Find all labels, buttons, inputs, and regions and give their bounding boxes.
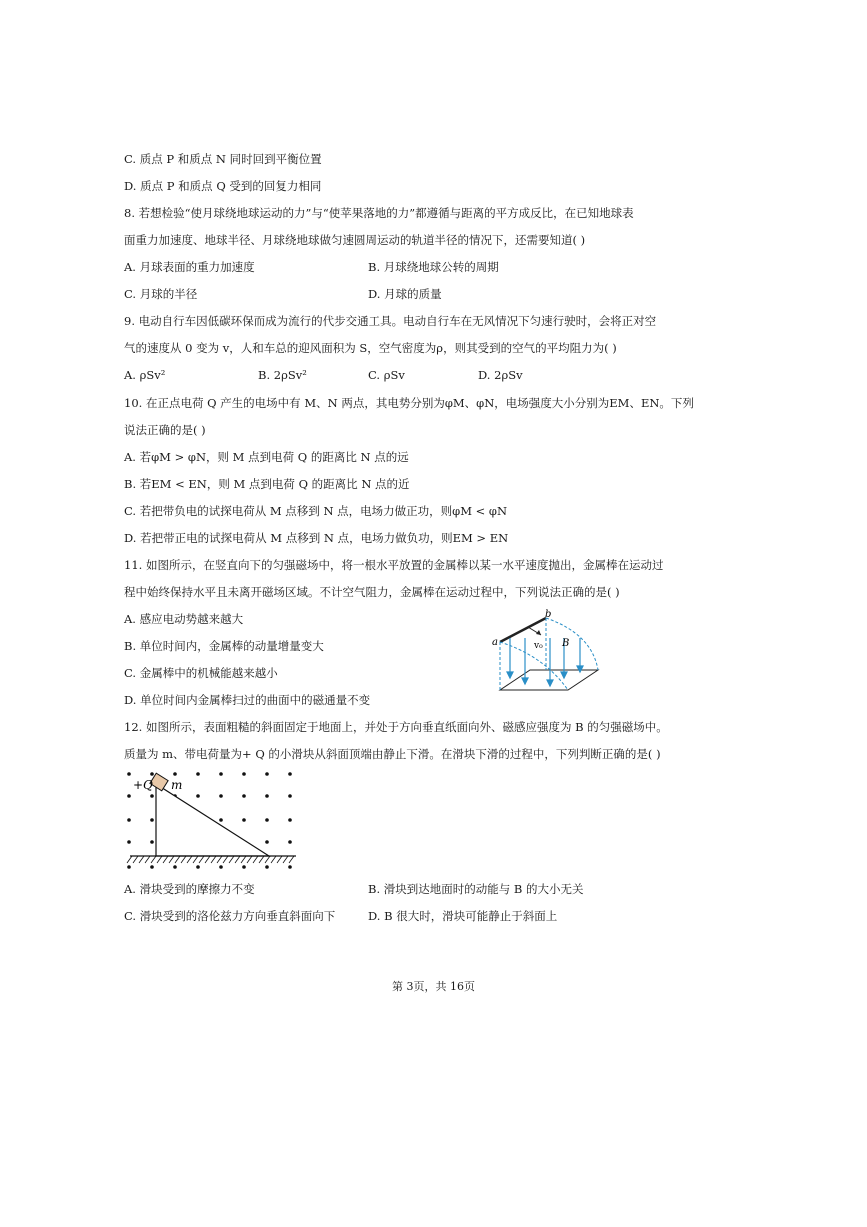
incline [156,784,269,856]
q8-stem-line1: 8. 若想检验“使月球绕地球运动的力”与“使苹果落地的力”都遵循与距离的平方成反比，在已知地球表 [124,206,634,220]
hatch-line [145,856,150,863]
field-dot [288,794,292,798]
hatch-line [139,856,144,863]
field-dot [219,818,223,822]
field-dot [127,840,131,844]
field-dot [127,794,131,798]
hatch-line [157,856,162,863]
q12-option-a: A. 滑块受到的摩擦力不变 [124,882,255,896]
q8-option-a: A. 月球表面的重力加速度 [124,260,255,274]
page-footer: 第 3页，共 16页 [392,980,475,993]
q12-incline-figure [124,768,300,872]
hatch-line [283,856,288,863]
label-plus-q: +Q [133,778,153,792]
q10-option-b: B. 若EM < EN，则 M 点到电荷 Q 的距离比 N 点的近 [124,477,410,491]
hatch-line [229,856,234,863]
hatch-line [253,856,258,863]
hatch-line [133,856,138,863]
hatch-line [181,856,186,863]
hatch-line [163,856,168,863]
hatch-line [277,856,282,863]
q9-stem-line2: 气的速度从 0 变为 v，人和车总的迎风面积为 S，空气密度为ρ，则其受到的空气的平均阻力为( ) [124,341,617,355]
q11-stem-line2: 程中始终保持水平且未离开磁场区域。不计空气阻力，金属棒在运动过程中，下列说法正确的是( ) [124,585,620,599]
label-m: m [171,778,183,792]
field-dot [242,865,246,869]
field-dot [173,865,177,869]
hatch-line [205,856,210,863]
field-dot [219,794,223,798]
label-v0: v₀ [534,641,543,651]
field-dot [242,818,246,822]
hatch-line [175,856,180,863]
q11-option-d: D. 单位时间内金属棒扫过的曲面中的磁通量不变 [124,693,371,707]
field-dot [288,840,292,844]
field-dot [288,772,292,776]
q9-option-a: A. ρSv² [124,368,166,382]
hatch-line [247,856,252,863]
q12-option-c: C. 滑块受到的洛伦兹力方向垂直斜面向下 [124,909,336,923]
q9-option-d: D. 2ρSv [478,368,523,382]
q12-option-d: D. B 很大时，滑块可能静止于斜面上 [368,909,558,923]
field-dot [242,794,246,798]
hatch-line [271,856,276,863]
q11-stem-line1: 11. 如图所示，在竖直向下的匀强磁场中，将一根水平放置的金属棒以某一水平速度抛出，金属棒在运动过 [124,558,664,572]
q7-option-c: C. 质点 P 和质点 N 同时回到平衡位置 [124,152,322,166]
metal-rod [500,618,546,642]
q10-option-c: C. 若把带负电的试探电荷从 M 点移到 N 点，电场力做正功，则φM < φN [124,504,508,518]
q9-option-c: C. ρSv [368,368,405,382]
field-dot [219,865,223,869]
field-dot [150,772,154,776]
field-dot [127,865,131,869]
hatch-line [265,856,270,863]
hatch-line [127,856,132,863]
q12-option-b: B. 滑块到达地面时的动能与 B 的大小无关 [368,882,584,896]
hatch-line [241,856,246,863]
q11-option-a: A. 感应电动势越来越大 [124,612,244,626]
field-dot [196,794,200,798]
label-b: b [545,609,552,620]
field-dot [150,865,154,869]
hatch-line [211,856,216,863]
trajectory-arc [546,618,598,670]
q11-option-c: C. 金属棒中的机械能越来越小 [124,666,278,680]
q8-stem-line2: 面重力加速度、地球半径、月球绕地球做匀速圆周运动的轨道半径的情况下，还需要知道( ) [124,233,586,247]
field-dot [196,772,200,776]
q7-option-d: D. 质点 P 和质点 Q 受到的回复力相同 [124,179,322,193]
hatch-line [199,856,204,863]
hatch-line [217,856,222,863]
field-arrows [507,638,583,686]
field-dot [150,840,154,844]
label-a: a [492,637,498,648]
field-dot [173,772,177,776]
q9-stem-line1: 9. 电动自行车因低碳环保而成为流行的代步交通工具。电动自行车在无风情况下匀速行驶时，会将正对空 [124,314,657,328]
field-dot [288,865,292,869]
q11-magnetic-field-figure [488,608,608,708]
field-dot [265,818,269,822]
field-dot [150,818,154,822]
field-dot [127,772,131,776]
ground-hatching [127,856,294,863]
q8-option-d: D. 月球的质量 [368,287,442,301]
field-dot [196,865,200,869]
q10-stem-line2: 说法正确的是( ) [124,423,206,437]
field-dot [219,772,223,776]
field-dot [288,818,292,822]
hatch-line [235,856,240,863]
q8-option-b: B. 月球绕地球公转的周期 [368,260,499,274]
hatch-line [193,856,198,863]
hatch-line [151,856,156,863]
hatch-line [289,856,294,863]
field-dot [265,772,269,776]
q12-stem-line2: 质量为 m、带电荷量为+ Q 的小滑块从斜面顶端由静止下滑。在滑块下滑的过程中，下列判断正确的是( ) [124,747,661,761]
field-dot [150,794,154,798]
field-dot [242,772,246,776]
q11-option-b: B. 单位时间内，金属棒的动量增量变大 [124,639,324,653]
label-B: B [562,638,570,649]
hatch-line [223,856,228,863]
hatch-line [187,856,192,863]
q10-option-d: D. 若把带正电的试探电荷从 M 点移到 N 点，电场力做负功，则EM > EN [124,531,509,545]
q8-option-c: C. 月球的半径 [124,287,198,301]
hatch-line [169,856,174,863]
q10-option-a: A. 若φM > φN，则 M 点到电荷 Q 的距离比 N 点的远 [124,450,409,464]
q9-option-b: B. 2ρSv² [258,368,307,382]
field-dot [265,865,269,869]
q10-stem-line1: 10. 在正点电荷 Q 产生的电场中有 M、N 两点，其电势分别为φM、φN，电场强度大小分别为EM、EN。下列 [124,396,694,410]
q12-stem-line1: 12. 如图所示，表面粗糙的斜面固定于地面上，并处于方向垂直纸面向外、磁感应强度为 B 的匀强磁场中。 [124,720,668,734]
field-dot [127,818,131,822]
field-dot [265,794,269,798]
field-dot [265,840,269,844]
hatch-line [259,856,264,863]
